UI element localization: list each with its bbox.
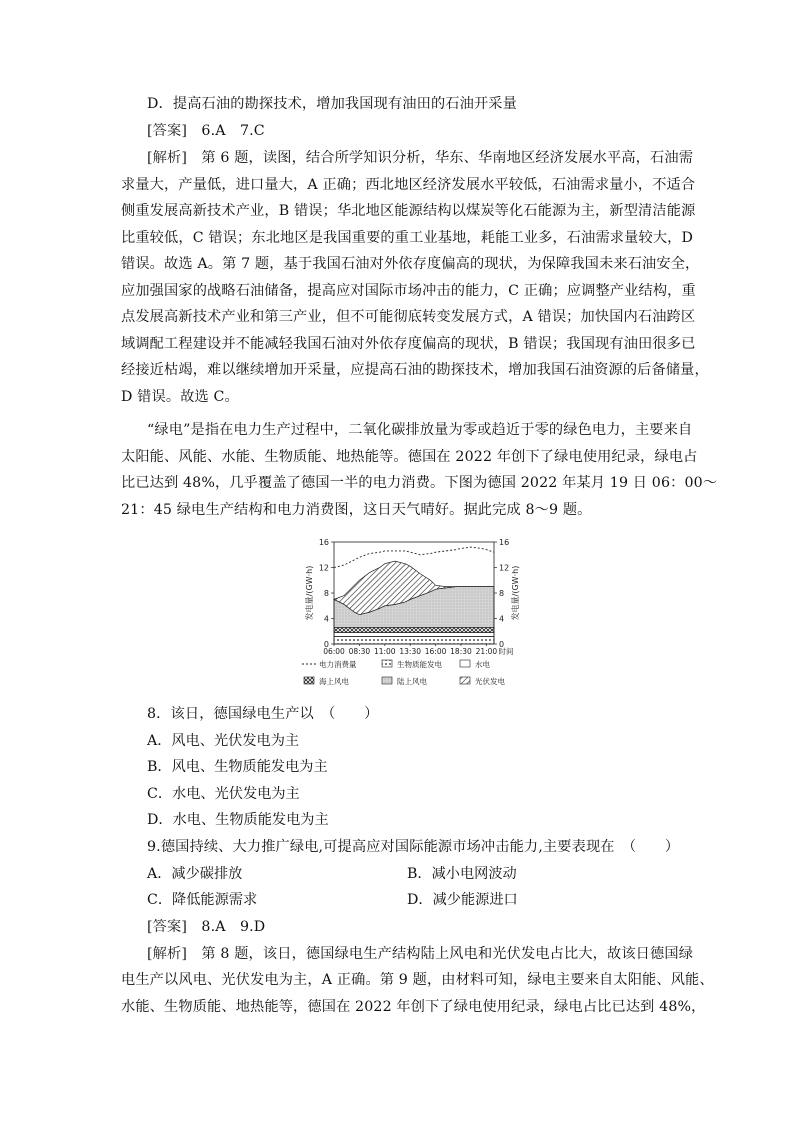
green-power-chart: [288, 534, 528, 694]
y-tick-label-left: 8: [323, 589, 329, 598]
q9-option-d[interactable]: D．减少能源进口: [407, 892, 518, 908]
y-tick-label-left: 16: [318, 538, 329, 547]
analysis-line: 电生产以风电、光伏发电为主，A 正确。第 9 题，由材料可知，绿电主要来自太阳能、风能、: [121, 972, 714, 988]
answer-tag: [答案]: [147, 123, 188, 139]
answer-tag: [答案]: [147, 919, 188, 935]
y-tick-label-right: 8: [499, 589, 505, 598]
y-tick-label-left: 12: [318, 563, 329, 573]
y-tick-label-right: 12: [499, 563, 510, 573]
analysis-line: 点发展高新技术产业和第三产业，但不可能彻底转变发展方式，A 错误；加快国内石油跨区: [121, 309, 696, 325]
analysis-line: 应加强国家的战略石油储备，提高应对国际市场冲击的能力，C 正确；应调整产业结构，重: [121, 283, 696, 299]
material-line: 太阳能、风能、水能、生物质能、地热能等。德国在 2022 年创下了绿电使用纪录，绿电占: [121, 449, 698, 465]
legend-swatch: [382, 660, 392, 667]
analysis-line: [解析] 第 6 题，读图，结合所学知识分析，华东、华南地区经济发展水平高，石油需: [147, 150, 694, 166]
q9-option-b[interactable]: B．减小电网波动: [407, 866, 517, 882]
q8-option-d[interactable]: D．水电、生物质能发电为主: [147, 812, 329, 828]
q8-option-c[interactable]: C．水电、光伏发电为主: [147, 786, 300, 802]
answer-8-9: [147, 917, 667, 937]
x-tick-label: 18:30: [450, 647, 472, 656]
y-tick-label-right: 16: [499, 538, 510, 547]
question-9-stem: 9.德国持续、大力推广绿电,可提高应对国际能源市场冲击能力,主要表现在 （ ）: [147, 839, 680, 855]
y-tick-label-right: 0: [499, 640, 505, 649]
x-tick-label: 11:00: [373, 647, 396, 656]
y-tick-label-left: 0: [323, 640, 329, 649]
material-line: 比已达到 48%，几乎覆盖了德国一半的电力消费。下图为德国 2022 年某月 19 日 06：00～: [121, 475, 718, 491]
q8-option-b[interactable]: B．风电、生物质能发电为主: [147, 759, 328, 775]
legend-label: 海上风电: [319, 677, 349, 686]
legend-swatch: [382, 677, 392, 684]
x-tick-label: 06:00: [323, 647, 345, 656]
y-axis-title-right: 发电量/(GW·h): [511, 565, 520, 621]
chart-svg: [288, 534, 528, 694]
q9-option-c[interactable]: C．降低能源需求: [147, 892, 258, 908]
y-tick-label-left: 4: [323, 614, 329, 624]
analysis-line: 经接近枯竭，难以继续增加开采量，应提高石油的勘探技术，增加我国石油资源的后备储量，: [121, 362, 709, 378]
answer-6-7: [147, 121, 667, 141]
offshore-wind-area: [334, 627, 494, 632]
x-tick-label: 16:00: [424, 647, 447, 656]
legend-label: 光伏发电: [475, 677, 505, 686]
legend-label: 电力消费量: [319, 660, 357, 669]
answer-text: 8.A 9.D: [201, 919, 266, 935]
legend-swatch: [304, 677, 314, 684]
legend-swatch: [460, 677, 470, 684]
analysis-line: 侧重发展高新技术产业，B 错误；华北地区能源结构以煤炭等化石能源为主，新型清洁能源: [121, 203, 696, 219]
legend-label: 生物质能发电: [397, 660, 442, 669]
material-line: 21：45 绿电生产结构和电力消费图，这日天气晴好。据此完成 8～9 题。: [121, 502, 592, 518]
q8-option-a[interactable]: A．风电、光伏发电为主: [147, 733, 300, 749]
legend-swatch: [460, 660, 470, 667]
legend-label: 水电: [475, 660, 490, 669]
q7-option-d: D．提高石油的勘探技术，增加我国现有油田的石油开采量: [147, 96, 517, 112]
answer-text: 6.A 7.C: [201, 123, 265, 139]
analysis-line: 求量大，产量低，进口量大，A 正确；西北地区经济发展水平较低，石油需求量小，不适合: [121, 177, 696, 193]
consumption-line: [334, 547, 494, 567]
analysis-tag: [解析]: [147, 946, 188, 962]
x-tick-label: 21:00: [475, 647, 498, 656]
analysis-line: D 错误。故选 C。: [121, 389, 239, 405]
y-tick-label-right: 4: [499, 614, 505, 624]
analysis-line: 比重较低，C 错误；东北地区是我国重要的重工业基地，耗能工业多，石油需求量较大，D: [121, 230, 694, 246]
analysis-line: 域调配工程建设并不能减轻我国石油对外依存度偏高的现状，B 错误；我国现有油田很多已: [121, 336, 696, 352]
x-tick-label: 13:30: [399, 647, 422, 656]
analysis-line: 水能、生物质能、地热能等，德国在 2022 年创下了绿电使用纪录，绿电占比已达到 48%，: [121, 999, 706, 1015]
analysis-line: [解析] 第 8 题，该日，德国绿电生产结构陆上风电和光伏发电占比大，故该日德国绿: [147, 946, 694, 962]
biomass-area: [334, 636, 494, 644]
question-8-stem: 8．该日，德国绿电生产以 （ ）: [147, 706, 379, 722]
y-axis-title-left: 发电量/(GW·h): [305, 565, 314, 621]
analysis-line: 错误。故选 A。第 7 题，基于我国石油对外依存度偏高的现状，为保障我国未来石油安全，: [121, 256, 700, 272]
hydro-area: [334, 633, 494, 637]
legend-label: 陆上风电: [397, 677, 427, 686]
analysis-tag: [解析]: [147, 150, 188, 166]
q9-option-a[interactable]: A．减少碳排放: [147, 866, 243, 882]
x-axis-unit: 时间: [498, 647, 514, 656]
x-tick-label: 08:30: [348, 647, 371, 656]
material-line: “绿电”是指在电力生产过程中，二氧化碳排放量为零或趋近于零的绿色电力，主要来自: [147, 422, 693, 438]
